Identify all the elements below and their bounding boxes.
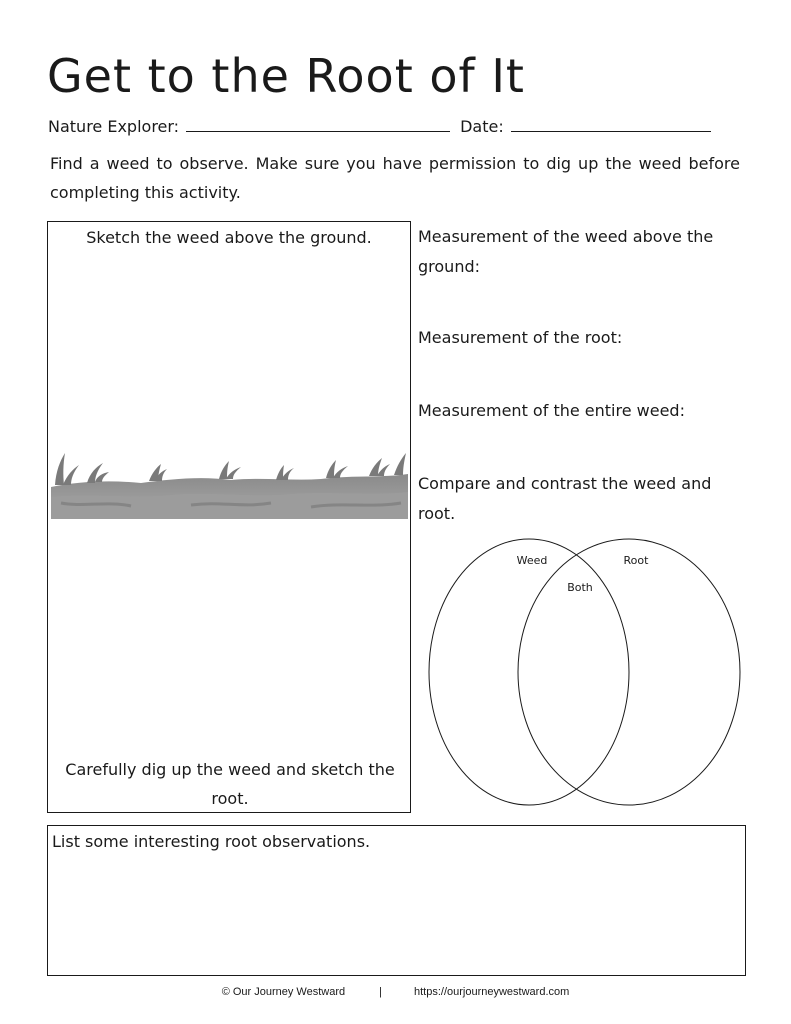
name-date-row (48, 115, 711, 138)
footer-separator: | (379, 986, 382, 998)
venn-diagram[interactable] (418, 535, 748, 815)
sketch-box[interactable] (47, 221, 411, 813)
instructions-text: Find a weed to observe. Make sure you have permission to dig up the weed before completing this activity. (50, 154, 740, 202)
venn-weed-label: Weed (516, 554, 548, 567)
worksheet-title: Get to the Root of It (47, 49, 525, 103)
date-fill-line[interactable] (511, 115, 711, 132)
compare-contrast-prompt: Compare and contrast the weed and root. (418, 474, 712, 523)
date-label: Date: (460, 117, 504, 136)
name-label: Nature Explorer: (48, 117, 180, 136)
observations-box[interactable] (47, 825, 746, 976)
measure-above-ground: Measurement of the weed above the ground: (418, 227, 714, 276)
observations-label: List some interesting root observations. (52, 832, 371, 851)
measure-root: Measurement of the root: (418, 328, 623, 347)
measure-entire-weed: Measurement of the entire weed: (418, 401, 685, 420)
name-fill-line[interactable] (186, 115, 450, 132)
footer (0, 983, 791, 1001)
venn-weed-circle (429, 539, 629, 805)
venn-both-label: Both (567, 581, 593, 594)
sketch-root-label: Carefully dig up the weed and sketch the root. (65, 760, 395, 808)
venn-root-label: Root (623, 554, 649, 567)
sketch-above-label: Sketch the weed above the ground. (86, 228, 372, 247)
footer-url-link[interactable]: https://ourjourneywestward.com (414, 986, 570, 998)
footer-copyright: © Our Journey Westward (221, 986, 346, 998)
grass-ground-illustration (51, 451, 408, 519)
